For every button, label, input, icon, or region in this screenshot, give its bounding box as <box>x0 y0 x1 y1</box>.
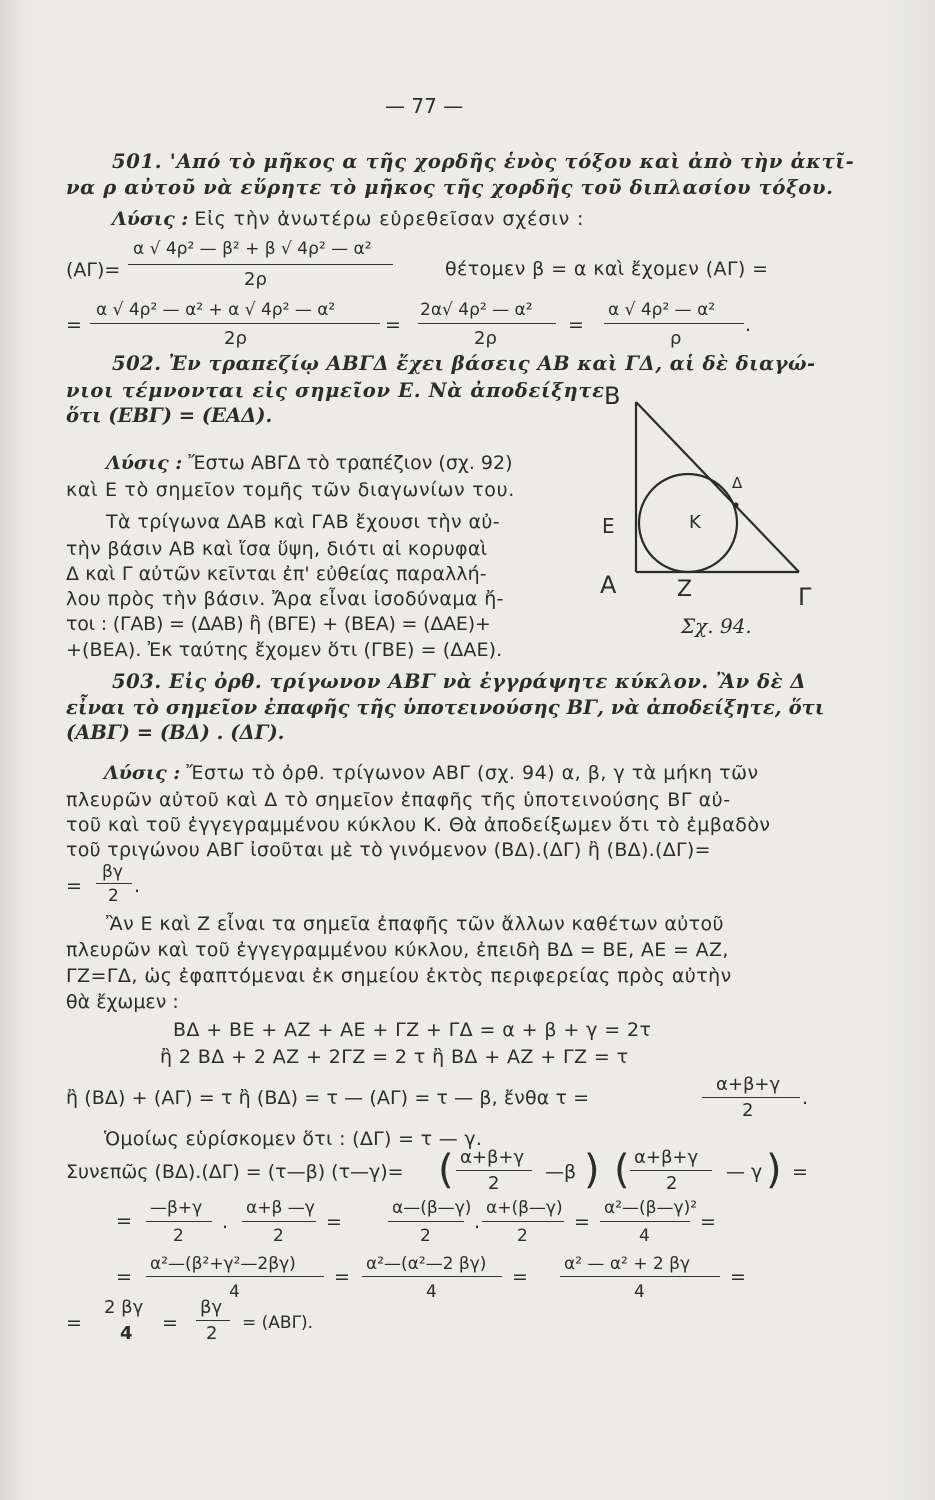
eqF-sep-4: = <box>700 1211 716 1233</box>
label-z: Z <box>677 577 693 602</box>
equation-e-open-2: ( <box>614 1147 630 1193</box>
problem-502-line3: ὅτι (ΕΒΓ) = (ΕΑΔ). <box>66 404 273 427</box>
eq1-fraction-bar <box>128 264 393 265</box>
eq2-equals-3: = <box>568 314 584 336</box>
equation-c-num: α+β+γ <box>716 1074 781 1095</box>
equation-e-den-1: 2 <box>488 1173 500 1194</box>
eqF-sep-2: . <box>474 1211 481 1233</box>
paragraph-line3: ΓΖ=ΓΔ, ὡς ἐφαπτόμεναι ἐκ σημείου ἐκτὸς περιφερείας πρὸς αὐτὴν <box>66 965 732 987</box>
equation-h-num-1: 2 βγ <box>104 1297 144 1318</box>
solution-502-line5: Δ καὶ Γ αὐτῶν κεῖνται ἐπ' εὐθείας παραλλή- <box>66 563 487 585</box>
solution-503-line4: τοῦ τριγώνου ΑΒΓ ἰσοῦται μὲ τὸ γινόμενον (ΒΔ).(ΔΓ) ἢ (ΒΔ).(ΔΓ)= <box>66 839 711 861</box>
solution-501-text: Εἰς τὴν ἀνωτέρω εὑρεθεῖσαν σχέσιν : <box>194 208 585 230</box>
solution-502-line6: λου πρὸς τὴν βάσιν. Ἄρα εἶναι ἰσοδύναμα ἤ- <box>66 588 504 610</box>
label-k: K <box>689 512 701 533</box>
eqF-sep-3: = <box>574 1211 590 1233</box>
eq2-fraction-bar-1 <box>90 323 380 324</box>
eqF-bar-1 <box>242 1221 316 1222</box>
equation-c: ἢ (ΒΔ) + (ΑΓ) = τ ἢ (ΒΔ) = τ — (ΑΓ) = τ — β, ἔνθα τ = <box>66 1087 590 1109</box>
equation-c-period: . <box>802 1087 809 1109</box>
eqG-sep-2: = <box>730 1266 746 1288</box>
figure-caption: Σχ. 94. <box>681 614 752 638</box>
eqF-den-4: 4 <box>639 1226 650 1246</box>
frac-equals: = <box>66 875 82 897</box>
eq2-denominator-1: 2ρ <box>224 328 247 349</box>
equation-g-lead: = <box>116 1266 132 1288</box>
equation-e-num-1: α+β+γ <box>460 1147 525 1168</box>
eq1-numerator: α √ 4ρ² — β² + β √ 4ρ² — α² <box>133 239 372 259</box>
equation-h-bar-2 <box>196 1320 230 1321</box>
solution-503-line1: Λύσις : Ἔστω τὸ ὀρθ. τρίγωνον ΑΒΓ (σχ. 94) α, β, γ τὰ μήκη τῶν <box>104 762 759 784</box>
eqF-den-0: 2 <box>173 1226 184 1246</box>
frac-period: . <box>134 875 141 897</box>
equation-c-den: 2 <box>742 1100 754 1121</box>
label-g: Γ <box>798 583 812 611</box>
equation-e-num-2: α+β+γ <box>634 1147 699 1168</box>
eqG-sep-1: = <box>512 1266 528 1288</box>
eq1-lhs: (ΑΓ)= <box>66 259 121 281</box>
solution-502-text-1: Ἔστω ΑΒΓΔ τὸ τραπέζιον (σχ. 92) <box>188 452 513 474</box>
solution-503-line3: τοῦ καὶ τοῦ ἐγγεγραμμένου κύκλου Κ. Θὰ ἀποδείξωμεν ὅτι τὸ ἐμβαδὸν <box>66 814 771 836</box>
equation-h-end: = (ΑΒΓ). <box>242 1313 314 1333</box>
equation-e-equals: = <box>792 1161 808 1183</box>
eqF-num-4: α²—(β—γ)² <box>604 1198 698 1218</box>
eqF-bar-2 <box>388 1221 464 1222</box>
solution-501-label: Λύσις : Εἰς τὴν ἀνωτέρω εὑρεθεῖσαν σχέσιν : <box>112 208 585 230</box>
equation-f-lead: = <box>116 1210 132 1232</box>
eqF-num-3: α+(β—γ) <box>486 1198 563 1218</box>
eqF-num-0: —β+γ <box>150 1198 203 1218</box>
paragraph-line1: Ἂν Ε καὶ Ζ εἶναι τα σημεῖα ἐπαφῆς τῶν ἄλλων καθέτων αὐτοῦ <box>106 913 724 935</box>
eq2-fraction-bar-2 <box>418 323 556 324</box>
solution-502-line1: Λύσις : Ἔστω ΑΒΓΔ τὸ τραπέζιον (σχ. 92) <box>106 452 513 474</box>
eqF-den-2: 2 <box>420 1226 431 1246</box>
problem-501-line2: να ρ αὐτοῦ νὰ εὕρητε τὸ μῆκος τῆς χορδῆς τοῦ διπλασίου τόξου. <box>66 176 834 199</box>
solution-502-line2: καὶ Ε τὸ σημεῖον τομῆς τῶν διαγωνίων του. <box>66 479 516 501</box>
equation-h-equals: = <box>162 1312 178 1334</box>
eqG-den-1: 4 <box>426 1282 437 1302</box>
equation-h-num-2: βγ <box>200 1297 223 1318</box>
frac-num-bg: βγ <box>102 862 123 882</box>
eqF-bar-3 <box>482 1221 564 1222</box>
solution-502-line7: τοι : (ΓΑΒ) = (ΔΑΒ) ἢ (ΒΓΕ) + (ΒΕΑ) = (ΔΑΕ)+ <box>66 613 491 635</box>
eqG-bar-2 <box>560 1276 720 1277</box>
eqF-sep-0: . <box>222 1211 229 1233</box>
equation-c-bar <box>702 1097 800 1098</box>
eqF-sep-1: = <box>326 1211 342 1233</box>
equation-h-den-2: 2 <box>206 1323 218 1344</box>
page-number: — 77 — <box>385 94 464 118</box>
solution-502-line3: Τὰ τρίγωνα ΔΑΒ καὶ ΓΑΒ ἔχουσι τὴν αὐ- <box>106 511 501 533</box>
eq1-text: θέτομεν β = α καὶ ἔχομεν (ΑΓ) = <box>445 258 769 280</box>
problem-503-line3: (ΑΒΓ) = (ΒΔ) . (ΔΓ). <box>66 721 285 744</box>
eq2-denominator-2: 2ρ <box>474 328 497 349</box>
eqG-sep-0: = <box>334 1266 350 1288</box>
equation-e-bar-2 <box>630 1170 712 1171</box>
eqF-den-1: 2 <box>273 1226 284 1246</box>
paragraph-line4: θὰ ἔχωμεν : <box>66 991 179 1013</box>
eqG-num-0: α²—(β²+γ²—2βγ) <box>150 1254 296 1274</box>
problem-502-line2: νιοι τέμνονται εἰς σημεῖον Ε. Νὰ ἀποδείξητε <box>66 379 605 402</box>
problem-501-line1: 501. 'Από τὸ μῆκος α τῆς χορδῆς ἑνὸς τόξου καὶ ἀπὸ τὴν ἀκτῖ- <box>112 150 855 173</box>
solution-502-line4: τὴν βάσιν ΑΒ καὶ ἴσα ὕψη, διότι αἱ κορυφαὶ <box>66 538 488 560</box>
eqG-den-2: 4 <box>634 1282 645 1302</box>
equation-e-bar-1 <box>456 1170 532 1171</box>
eqG-bar-1 <box>362 1276 502 1277</box>
eq2-denominator-3: ρ <box>670 328 682 349</box>
equation-e-minus-2: — γ <box>726 1161 763 1183</box>
solution-503-line2: πλευρῶν αὐτοῦ καὶ Δ τὸ σημεῖον ἐπαφῆς τῆς ὑποτεινούσης ΒΓ αὐ- <box>66 789 731 811</box>
eq2-numerator-1: α √ 4ρ² — α² + α √ 4ρ² — α² <box>96 300 336 320</box>
label-d: Δ <box>732 474 743 492</box>
label-e: E <box>602 514 615 538</box>
paragraph-line2: πλευρῶν καὶ τοῦ ἐγγεγραμμένου κύκλου, ἐπειδὴ ΒΔ = ΒΕ, ΑΕ = ΑΖ, <box>66 939 729 961</box>
eqG-num-2: α² — α² + 2 βγ <box>564 1254 691 1274</box>
equation-e-close-2: ) <box>766 1147 782 1193</box>
equation-h-lead: = <box>66 1312 82 1334</box>
eqG-den-0: 4 <box>229 1282 240 1302</box>
eq2-equals-2: = <box>385 314 401 336</box>
eqF-num-2: α—(β—γ) <box>392 1198 472 1218</box>
eqG-bar-0 <box>146 1276 324 1277</box>
equation-b: ἢ 2 ΒΔ + 2 ΑΖ + 2ΓΖ = 2 τ ἢ ΒΔ + ΑΖ + ΓΖ = τ <box>160 1046 629 1068</box>
eq2-fraction-bar-3 <box>604 323 744 324</box>
equation-a: ΒΔ + ΒΕ + ΑΖ + ΑΕ + ΓΖ + ΓΔ = α + β + γ = 2τ <box>173 1019 652 1041</box>
eqF-num-1: α+β —γ <box>246 1198 315 1218</box>
label-b: B <box>604 382 621 410</box>
eqF-bar-4 <box>600 1221 690 1222</box>
eq2-numerator-3: α √ 4ρ² — α² <box>608 300 716 320</box>
equation-h-den-1: 4 <box>120 1323 133 1344</box>
frac-den-2: 2 <box>108 886 119 906</box>
problem-503-line2: εἶναι τὸ σημεῖον ἐπαφῆς τῆς ὑποτεινούσης ΒΓ, νὰ ἀποδείξητε, ὅτι <box>66 696 825 719</box>
equation-e-minus-1: —β <box>545 1161 577 1183</box>
eq2-equals: = <box>66 314 82 336</box>
eq2-period: . <box>745 314 752 336</box>
equation-e-open-1: ( <box>438 1147 454 1193</box>
solution-503-text-1: Ἔστω τὸ ὀρθ. τρίγωνον ΑΒΓ (σχ. 94) α, β, γ τὰ μήκη τῶν <box>186 762 759 784</box>
eq2-numerator-2: 2α√ 4ρ² — α² <box>420 300 533 320</box>
eqG-num-1: α²—(α²—2 βγ) <box>366 1254 487 1274</box>
label-a: A <box>600 571 617 599</box>
problem-503-line1: 503. Εἰς ὀρθ. τρίγωνον ΑΒΓ νὰ ἐγγράψητε κύκλον. Ἂν δὲ Δ <box>112 670 807 693</box>
eqF-bar-0 <box>146 1221 212 1222</box>
equation-e-left: Συνεπῶς (ΒΔ).(ΔΓ) = (τ—β) (τ—γ)= <box>66 1161 404 1183</box>
equation-d: Ὁμοίως εὑρίσκομεν ὅτι : (ΔΓ) = τ — γ. <box>104 1128 483 1150</box>
solution-502-line8: +(ΒΕΑ). Ἐκ ταύτης ἔχομεν ὅτι (ΓΒΕ) = (ΔΑΕ). <box>66 639 503 661</box>
equation-e-close-1: ) <box>584 1147 600 1193</box>
eq1-denominator: 2ρ <box>244 269 267 290</box>
problem-502-line1: 502. Ἐν τραπεζίῳ ΑΒΓΔ ἔχει βάσεις ΑΒ καὶ ΓΔ, αἱ δὲ διαγώ- <box>112 352 816 375</box>
eqF-den-3: 2 <box>517 1226 528 1246</box>
equation-e-den-2: 2 <box>666 1173 678 1194</box>
